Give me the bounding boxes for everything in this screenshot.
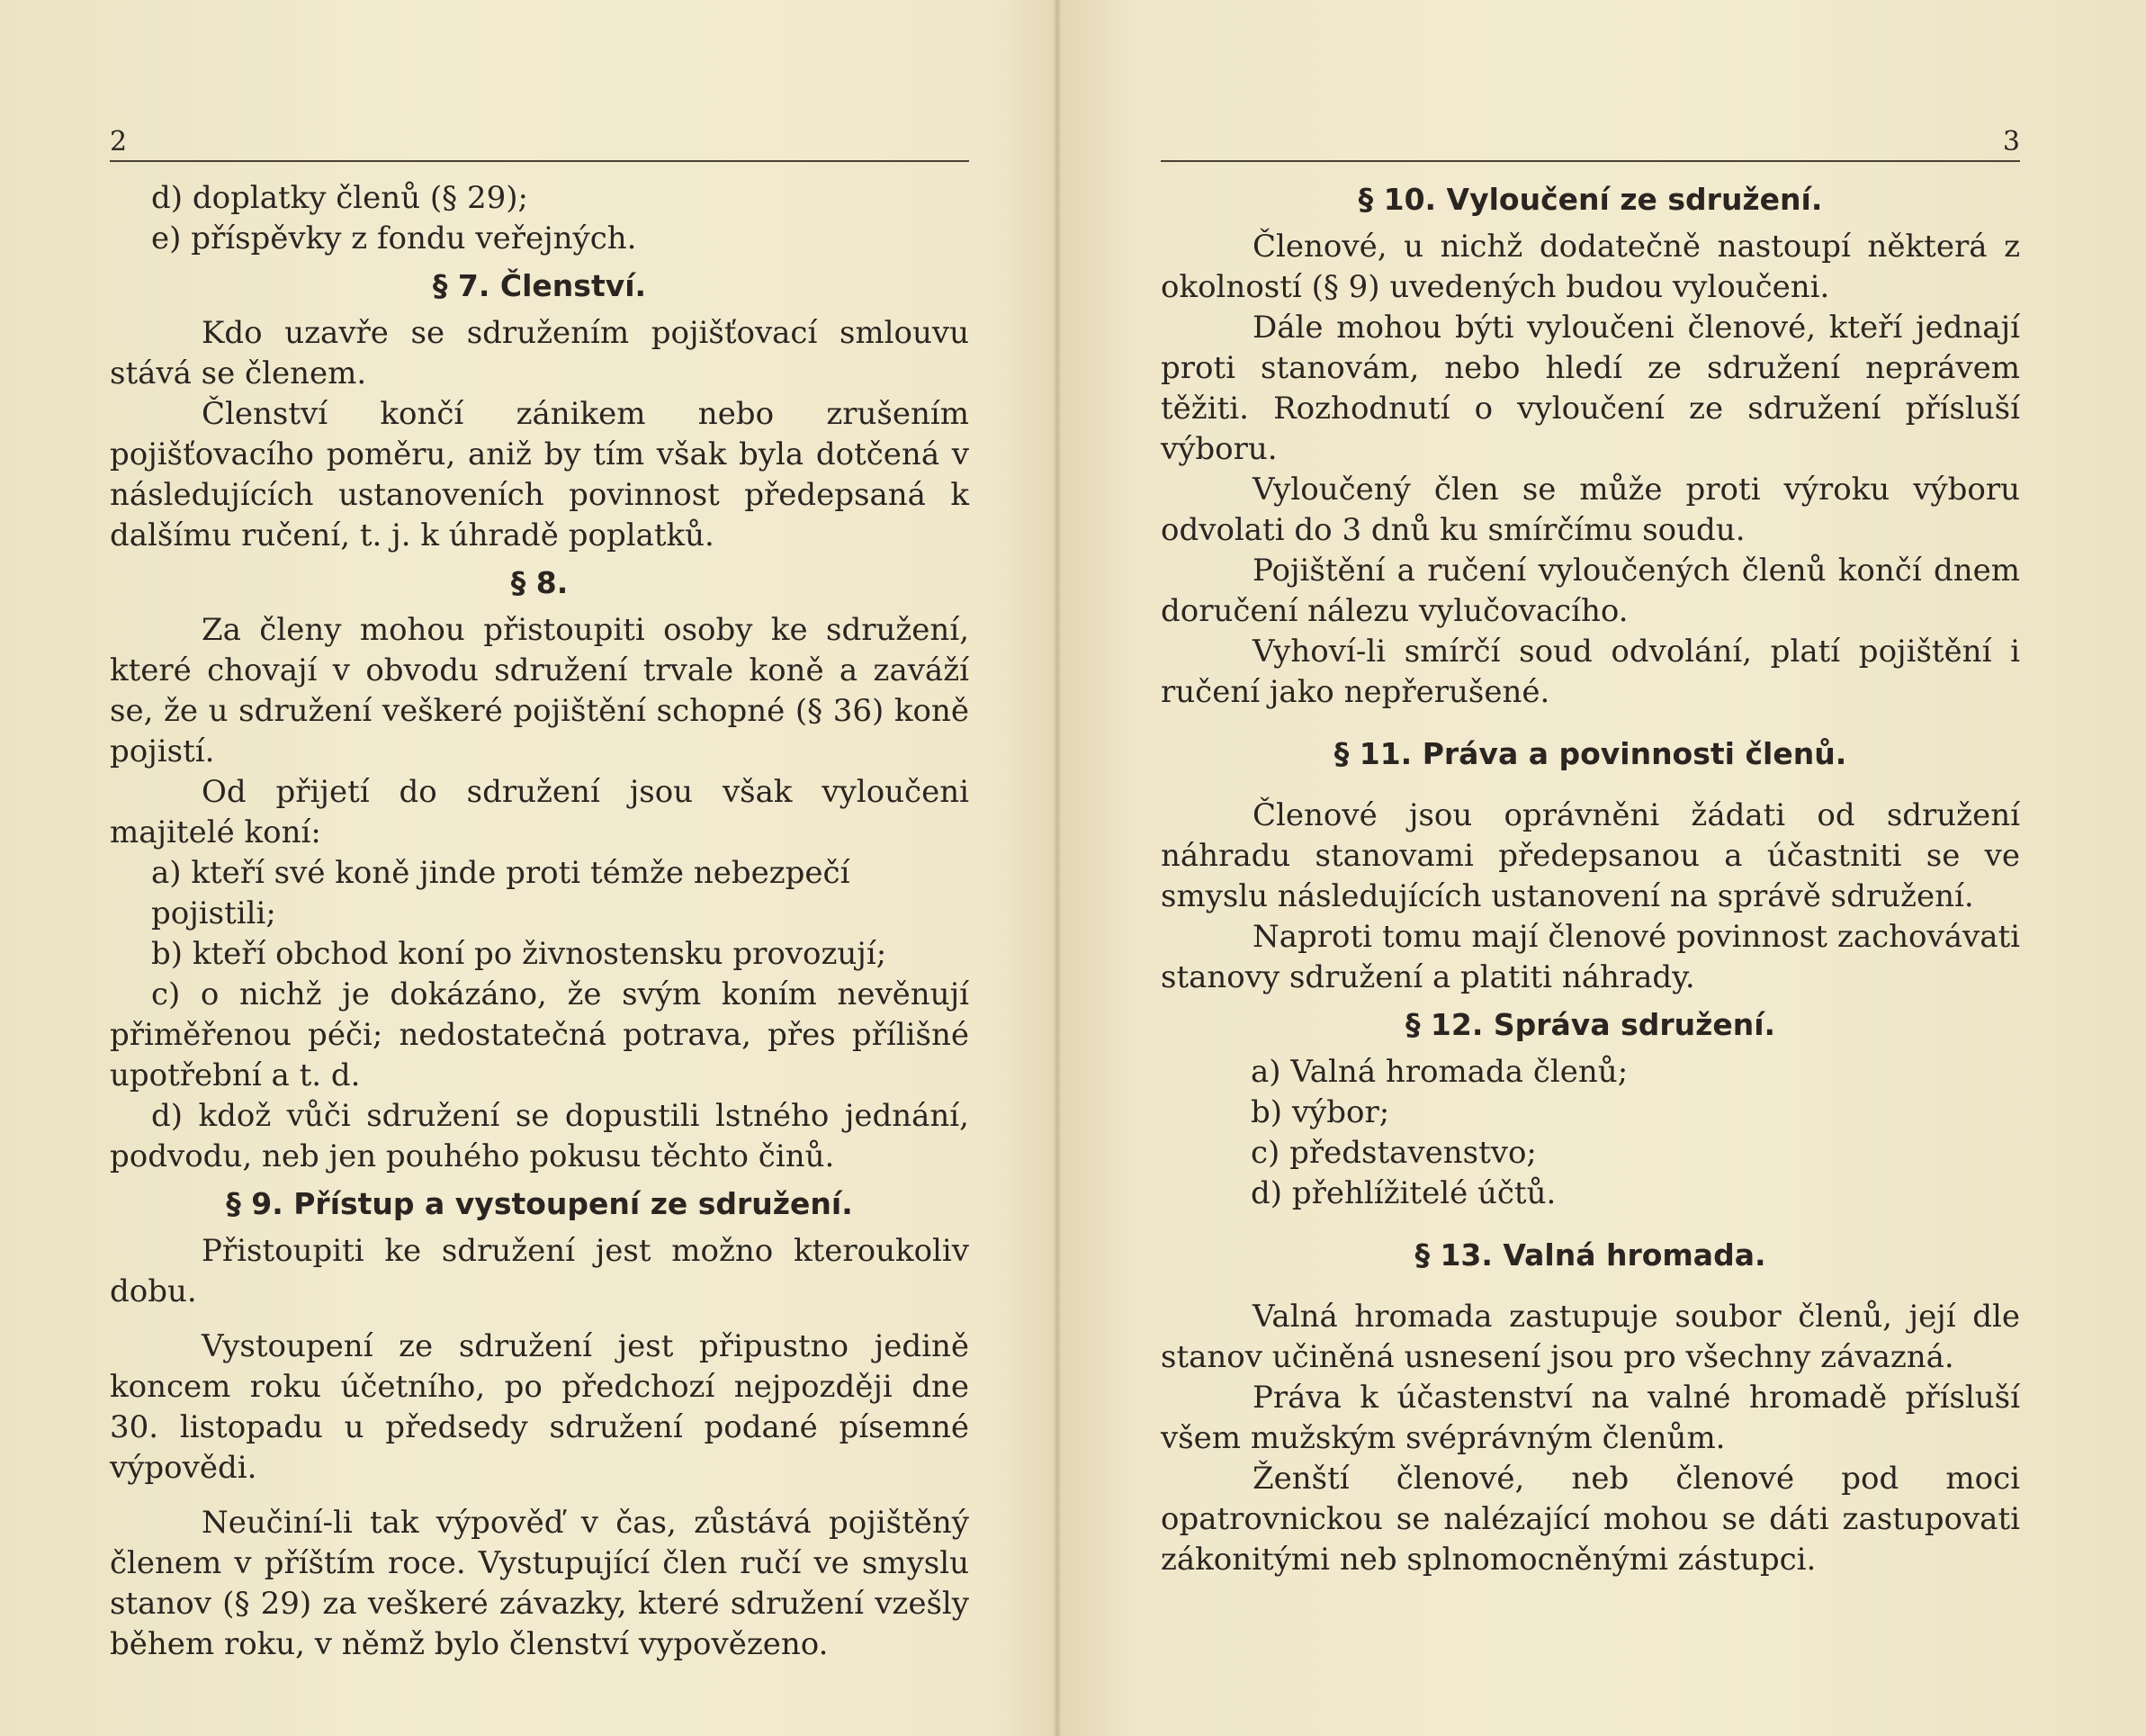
header-rule: [1161, 160, 2020, 162]
page-number: 2: [110, 126, 128, 157]
section-heading: § 8.: [510, 565, 569, 600]
section-heading: § 9. Přístup a vystoupení ze sdružení.: [226, 1186, 853, 1221]
right-page: [1161, 126, 2020, 1580]
paragraph: Za členy mohou přistoupiti osoby ke sdružení, které chovají v obvodu sdružení trvale koně a zaváží se, že u sdružení veškeré pojištění schopné (§ 36) koně pojistí.: [110, 612, 969, 769]
list-item: a) Valná hromada členů;: [1251, 1054, 1629, 1090]
section-heading: § 11. Práva a povinnosti členů.: [1333, 736, 1847, 771]
paragraph: Členové jsou oprávněni žádati od sdružení náhradu stanovami předepsanou a účastniti se ve smyslu následujících ustanovení na správě sdružení.: [1161, 797, 2020, 914]
left-page: [110, 126, 969, 1665]
paragraph: Kdo uzavře se sdružením pojišťovací smlouvu stává se členem.: [110, 315, 969, 391]
page-number: 3: [2002, 126, 2020, 157]
paragraph: Dále mohou býti vyloučeni členové, kteří jednají proti stanovám, nebo hledí ze sdružení neprávem těžiti. Rozhodnutí o vyloučení ze sdružení přísluší výboru.: [1161, 310, 2020, 467]
paragraph: Od přijetí do sdružení jsou však vyloučeni majitelé koní:: [110, 774, 969, 850]
list-item: c) představenstvo;: [1251, 1135, 1537, 1171]
list-item: e) příspěvky z fondu veřejných.: [151, 220, 637, 256]
paragraph: Vystoupení ze sdružení jest připustno jedině koncem roku účetního, po předchozí nejpozději dne 30. listopadu u předsedy sdružení podané písemné výpovědi.: [110, 1328, 969, 1486]
header-rule: [110, 160, 969, 162]
paragraph: Pojištění a ručení vyloučených členů končí dnem doručení nálezu vylučovacího.: [1161, 553, 2020, 629]
paragraph: Valná hromada zastupuje soubor členů, její dle stanov učiněná usnesení jsou pro všechny závazná.: [1161, 1299, 2020, 1375]
paragraph: Členství končí zánikem nebo zrušením pojišťovacího poměru, aniž by tím však byla dotčená v následujících ustanoveních povinnost předepsaná k dalšímu ručení, t. j. k úhradě poplatků.: [110, 396, 969, 553]
paragraph: Práva k účastenství na valné hromadě přísluší všem mužským svéprávným členům.: [1161, 1380, 2020, 1456]
list-item: b) kteří obchod koní po živnostensku provozují;: [151, 936, 887, 972]
list-item: c) o nichž je dokázáno, že svým koním nevěnují přiměřenou péči; nedostatečná potrava, přes přílišné upotřební a t. d.: [110, 976, 969, 1093]
book-spine: [1053, 0, 1062, 1736]
section-heading: § 13. Valná hromada.: [1414, 1237, 1766, 1273]
list-item: b) výbor;: [1251, 1094, 1390, 1130]
left-text: [110, 178, 969, 1665]
paragraph: Vyhoví-li smírčí soud odvolání, platí pojištění i ručení jako nepřerušené.: [1161, 634, 2020, 710]
paragraph: Naproti tomu mají členové povinnost zachovávati stanovy sdružení a platiti náhrady.: [1161, 919, 2020, 995]
paragraph: Vyloučený člen se může proti výroku výboru odvolati do 3 dnů ku smírčímu soudu.: [1161, 472, 2020, 548]
right-text: [1161, 178, 2020, 1580]
paragraph: Ženští členové, neb členové pod moci opatrovnickou se nalézající mohou se dáti zastupovati zákonitými neb splnomocněnými zástupci.: [1161, 1461, 2020, 1578]
paragraph: Přistoupiti ke sdružení jest možno kteroukoliv dobu.: [110, 1233, 969, 1309]
paragraph: Neučiní-li tak výpověď v čas, zůstává pojištěný členem v příštím roce. Vystupující člen ručí ve smyslu stanov (§ 29) za veškeré závazky, které sdružení vzešly během roku, v němž bylo členství vypovězeno.: [110, 1505, 969, 1662]
list-item: d) kdož vůči sdružení se dopustili lstného jednání, podvodu, neb jen pouhého pokusu těchto činů.: [110, 1098, 969, 1174]
section-heading: § 10. Vyloučení ze sdružení.: [1358, 182, 1823, 217]
section-heading: § 7. Členství.: [432, 268, 647, 303]
paragraph: Členové, u nichž dodatečně nastoupí některá z okolností (§ 9) uvedených budou vyloučeni.: [1161, 229, 2020, 305]
list-item: d) přehlížitelé účtů.: [1251, 1175, 1557, 1211]
list-item: d) doplatky členů (§ 29);: [151, 180, 528, 216]
list-item: a) kteří své koně jinde proti témže nebezpečí pojistili;: [151, 855, 850, 931]
section-heading: § 12. Správa sdružení.: [1405, 1007, 1776, 1042]
